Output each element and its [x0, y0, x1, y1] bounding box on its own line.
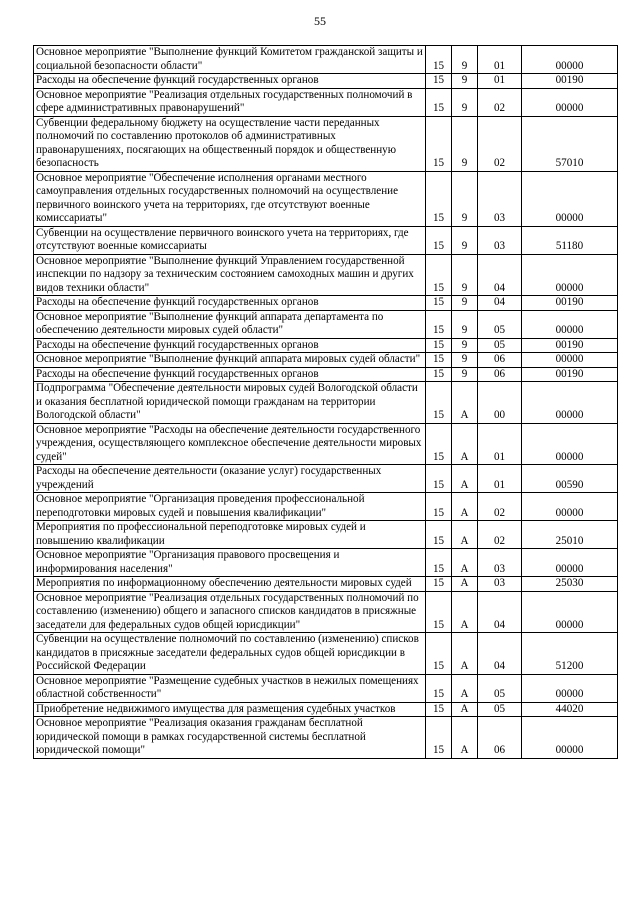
code-program: 15 — [426, 674, 452, 702]
table-row — [34, 116, 618, 171]
table-row — [34, 577, 618, 592]
code-subprogram: 9 — [452, 353, 478, 368]
code-main-activity: 05 — [478, 702, 522, 717]
code-expense-direction: 44020 — [522, 702, 618, 717]
code-main-activity: 05 — [478, 310, 522, 338]
row-description: Приобретение недвижимого имущества для размещения судебных участков — [34, 702, 426, 717]
code-subprogram: А — [452, 577, 478, 592]
code-subprogram: 9 — [452, 74, 478, 89]
code-subprogram: 9 — [452, 296, 478, 311]
page-number: 55 — [314, 14, 326, 28]
code-main-activity: 06 — [478, 353, 522, 368]
code-expense-direction: 00000 — [522, 423, 618, 465]
code-expense-direction: 00000 — [522, 46, 618, 74]
code-main-activity: 05 — [478, 674, 522, 702]
code-expense-direction: 00000 — [522, 493, 618, 521]
code-subprogram: А — [452, 521, 478, 549]
code-subprogram: А — [452, 493, 478, 521]
table-row — [34, 702, 618, 717]
code-program: 15 — [426, 353, 452, 368]
row-description: Расходы на обеспечение функций государственных органов — [34, 74, 426, 89]
row-description: Основное мероприятие "Выполнение функций аппарата департамента по обеспечению деятельности мировых судей области" — [34, 310, 426, 338]
code-program: 15 — [426, 717, 452, 759]
code-expense-direction: 57010 — [522, 116, 618, 171]
table-row — [34, 423, 618, 465]
row-description: Расходы на обеспечение функций государственных органов — [34, 338, 426, 353]
table-row — [34, 674, 618, 702]
code-main-activity: 02 — [478, 116, 522, 171]
table-row — [34, 74, 618, 89]
code-main-activity: 01 — [478, 465, 522, 493]
code-main-activity: 05 — [478, 338, 522, 353]
code-program: 15 — [426, 465, 452, 493]
code-subprogram: А — [452, 633, 478, 675]
code-expense-direction: 00000 — [522, 591, 618, 633]
table-body — [34, 46, 618, 759]
code-program: 15 — [426, 74, 452, 89]
code-program: 15 — [426, 338, 452, 353]
code-expense-direction: 00000 — [522, 310, 618, 338]
code-program: 15 — [426, 521, 452, 549]
code-program: 15 — [426, 88, 452, 116]
code-expense-direction: 51200 — [522, 633, 618, 675]
code-subprogram: 9 — [452, 226, 478, 254]
row-description: Расходы на обеспечение функций государственных органов — [34, 296, 426, 311]
code-main-activity: 04 — [478, 591, 522, 633]
row-description: Основное мероприятие "Расходы на обеспечение деятельности государственного учреждения, осуществляющего комплексное обеспечение деятельности мировых судей" — [34, 423, 426, 465]
row-description: Субвенции на осуществление полномочий по составлению (изменению) списков кандидатов в присяжные заседатели федеральных судов общей юрисдикции в Российской Федерации — [34, 633, 426, 675]
budget-classification-table — [33, 45, 618, 759]
code-expense-direction: 51180 — [522, 226, 618, 254]
row-description: Мероприятия по информационному обеспечению деятельности мировых судей — [34, 577, 426, 592]
code-program: 15 — [426, 702, 452, 717]
row-description: Мероприятия по профессиональной переподготовке мировых судей и повышению квалификации — [34, 521, 426, 549]
code-subprogram: 9 — [452, 46, 478, 74]
table-row — [34, 717, 618, 759]
code-subprogram: А — [452, 702, 478, 717]
row-description: Основное мероприятие "Реализация отдельных государственных полномочий в сфере административных правонарушений" — [34, 88, 426, 116]
code-program: 15 — [426, 226, 452, 254]
code-main-activity: 06 — [478, 367, 522, 382]
code-program: 15 — [426, 549, 452, 577]
code-main-activity: 03 — [478, 226, 522, 254]
code-subprogram: 9 — [452, 367, 478, 382]
row-description: Расходы на обеспечение функций государственных органов — [34, 367, 426, 382]
code-expense-direction: 00190 — [522, 367, 618, 382]
code-expense-direction: 00000 — [522, 353, 618, 368]
code-program: 15 — [426, 171, 452, 226]
row-description: Основное мероприятие "Реализация оказания гражданам бесплатной юридической помощи в рамках государственной системы бесплатной юридической помощи" — [34, 717, 426, 759]
row-description: Субвенции федеральному бюджету на осуществление части переданных полномочий по составлению протоколов об административных правонарушениях, посягающих на общественный порядок и общественную безопасность — [34, 116, 426, 171]
table-row — [34, 367, 618, 382]
code-main-activity: 03 — [478, 577, 522, 592]
table-row — [34, 296, 618, 311]
code-program: 15 — [426, 493, 452, 521]
code-main-activity: 03 — [478, 171, 522, 226]
code-subprogram: А — [452, 382, 478, 424]
table-row — [34, 549, 618, 577]
code-subprogram: 9 — [452, 116, 478, 171]
table-row — [34, 633, 618, 675]
code-expense-direction: 25030 — [522, 577, 618, 592]
code-main-activity: 01 — [478, 423, 522, 465]
table-row — [34, 46, 618, 74]
code-main-activity: 03 — [478, 549, 522, 577]
code-subprogram: А — [452, 423, 478, 465]
code-expense-direction: 00000 — [522, 171, 618, 226]
code-expense-direction: 25010 — [522, 521, 618, 549]
code-main-activity: 06 — [478, 717, 522, 759]
code-program: 15 — [426, 116, 452, 171]
table-row — [34, 353, 618, 368]
table-row — [34, 310, 618, 338]
code-expense-direction: 00190 — [522, 296, 618, 311]
code-main-activity: 01 — [478, 74, 522, 89]
table-row — [34, 88, 618, 116]
table-row — [34, 382, 618, 424]
row-description: Расходы на обеспечение деятельности (оказание услуг) государственных учреждений — [34, 465, 426, 493]
row-description: Основное мероприятие "Реализация отдельных государственных полномочий по составлению (изменению) общего и запасного списков кандидатов в присяжные заседатели для федеральных судов общей юрисдикции" — [34, 591, 426, 633]
code-program: 15 — [426, 46, 452, 74]
code-main-activity: 00 — [478, 382, 522, 424]
row-description: Основное мероприятие "Обеспечение исполнения органами местного самоуправления отдельных государственных полномочий на осуществление первичного воинского учета на территориях, где отсутствуют военные комиссариаты" — [34, 171, 426, 226]
code-main-activity: 02 — [478, 88, 522, 116]
code-expense-direction: 00000 — [522, 549, 618, 577]
table-row — [34, 465, 618, 493]
code-expense-direction: 00000 — [522, 88, 618, 116]
code-expense-direction: 00000 — [522, 674, 618, 702]
table-row — [34, 521, 618, 549]
code-subprogram: 9 — [452, 338, 478, 353]
table-row — [34, 493, 618, 521]
code-subprogram: 9 — [452, 171, 478, 226]
code-subprogram: 9 — [452, 254, 478, 296]
code-program: 15 — [426, 423, 452, 465]
row-description: Субвенции на осуществление первичного воинского учета на территориях, где отсутствуют военные комиссариаты — [34, 226, 426, 254]
code-program: 15 — [426, 254, 452, 296]
code-program: 15 — [426, 577, 452, 592]
code-subprogram: А — [452, 465, 478, 493]
code-main-activity: 02 — [478, 493, 522, 521]
code-program: 15 — [426, 382, 452, 424]
code-main-activity: 04 — [478, 633, 522, 675]
code-program: 15 — [426, 310, 452, 338]
code-main-activity: 01 — [478, 46, 522, 74]
code-expense-direction: 00000 — [522, 254, 618, 296]
code-expense-direction: 00590 — [522, 465, 618, 493]
code-subprogram: 9 — [452, 88, 478, 116]
table-row — [34, 338, 618, 353]
table-row — [34, 254, 618, 296]
code-main-activity: 02 — [478, 521, 522, 549]
code-program: 15 — [426, 633, 452, 675]
table-row — [34, 226, 618, 254]
code-expense-direction: 00000 — [522, 717, 618, 759]
code-expense-direction: 00190 — [522, 338, 618, 353]
table-row — [34, 591, 618, 633]
code-expense-direction: 00000 — [522, 382, 618, 424]
row-description: Основное мероприятие "Размещение судебных участков в нежилых помещениях областной собственности" — [34, 674, 426, 702]
code-subprogram: А — [452, 717, 478, 759]
code-subprogram: 9 — [452, 310, 478, 338]
code-program: 15 — [426, 591, 452, 633]
code-subprogram: А — [452, 674, 478, 702]
row-description: Подпрограмма "Обеспечение деятельности мировых судей Вологодской области и оказания бесплатной юридической помощи гражданам на территории Вологодской области" — [34, 382, 426, 424]
code-main-activity: 04 — [478, 296, 522, 311]
row-description: Основное мероприятие "Выполнение функций Управлением государственной инспекции по надзору за техническим состоянием самоходных машин и других видов техники области" — [34, 254, 426, 296]
code-program: 15 — [426, 296, 452, 311]
table-row — [34, 171, 618, 226]
code-subprogram: А — [452, 591, 478, 633]
code-expense-direction: 00190 — [522, 74, 618, 89]
code-subprogram: А — [452, 549, 478, 577]
row-description: Основное мероприятие "Организация правового просвещения и информирования населения" — [34, 549, 426, 577]
row-description: Основное мероприятие "Организация проведения профессиональной переподготовки мировых судей и повышения квалификации" — [34, 493, 426, 521]
row-description: Основное мероприятие "Выполнение функций Комитетом гражданской защиты и социальной безопасности области" — [34, 46, 426, 74]
code-program: 15 — [426, 367, 452, 382]
row-description: Основное мероприятие "Выполнение функций аппарата мировых судей области" — [34, 353, 426, 368]
code-main-activity: 04 — [478, 254, 522, 296]
